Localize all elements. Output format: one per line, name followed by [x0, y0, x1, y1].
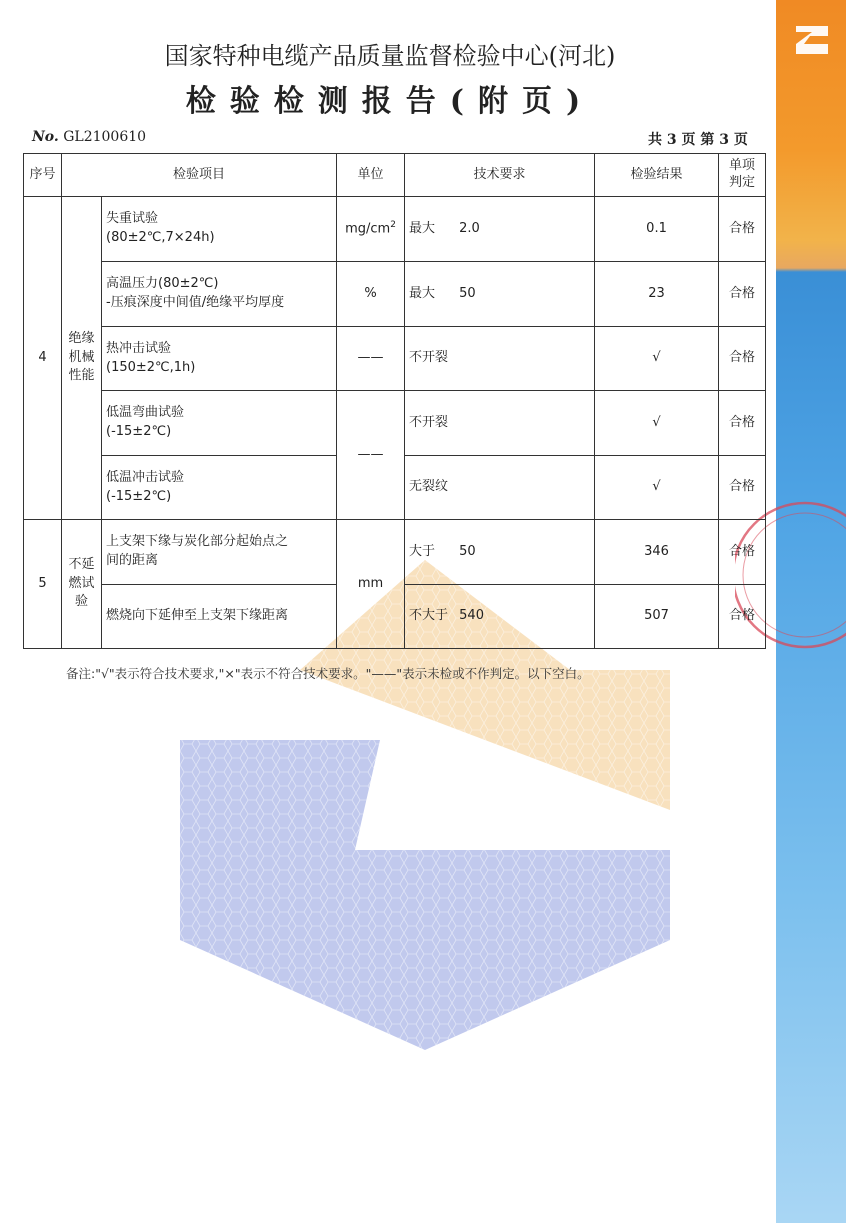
requirement-cell: 不大于 540 — [405, 585, 595, 649]
header-result: 检验结果 — [595, 154, 719, 197]
test-item: 热冲击试验 (150±2℃,1h) — [102, 327, 337, 391]
header-item: 检验项目 — [62, 154, 337, 197]
test-item: 低温冲击试验 (-15±2℃) — [102, 456, 337, 520]
judgment-cell: 合格 — [719, 262, 766, 327]
judgment-cell: 合格 — [719, 391, 766, 456]
inspection-results-table — [23, 153, 766, 649]
requirement-cell: 不开裂 — [405, 327, 595, 391]
result-cell: 23 — [595, 262, 719, 327]
report-number — [32, 129, 146, 145]
report-number-value: GL2100610 — [63, 129, 147, 145]
group-index: 4 — [24, 197, 62, 520]
result-cell: √ — [595, 456, 719, 520]
requirement-cell: 最大 2.0 — [405, 197, 595, 262]
certification-logo-icon — [790, 18, 834, 62]
table-row — [24, 520, 766, 585]
header-requirement: 技术要求 — [405, 154, 595, 197]
test-item: 低温弯曲试验 (-15±2℃) — [102, 391, 337, 456]
report-number-label: No. — [32, 129, 59, 145]
header-judgment: 单项判定 — [719, 154, 766, 197]
result-cell: 507 — [595, 585, 719, 649]
judgment-cell: 合格 — [719, 520, 766, 585]
requirement-cell: 无裂纹 — [405, 456, 595, 520]
judgment-cell: 合格 — [719, 327, 766, 391]
group-category: 不延燃试验 — [62, 520, 102, 649]
result-cell: √ — [595, 327, 719, 391]
requirement-cell: 不开裂 — [405, 391, 595, 456]
test-item: 失重试验 (80±2℃,7×24h) — [102, 197, 337, 262]
table-row — [24, 262, 766, 327]
table-row — [24, 327, 766, 391]
institution-name: 国家特种电缆产品质量监督检验中心(河北) — [164, 42, 616, 70]
requirement-cell: 最大 50 — [405, 262, 595, 327]
table-row — [24, 391, 766, 456]
report-title: 检验检测报告(附页) — [185, 84, 595, 119]
unit-cell: % — [337, 262, 405, 327]
test-item: 燃烧向下延伸至上支架下缘距离 — [102, 585, 337, 649]
remarks-note: 备注:"√"表示符合技术要求,"×"表示不符合技术要求。"——"表示未检或不作判定。以下空白。 — [66, 666, 590, 681]
judgment-cell: 合格 — [719, 585, 766, 649]
group-category: 绝缘机械性能 — [62, 197, 102, 520]
judgment-cell: 合格 — [719, 197, 766, 262]
result-cell: 0.1 — [595, 197, 719, 262]
test-item: 高温压力(80±2℃) -压痕深度中间值/绝缘平均厚度 — [102, 262, 337, 327]
table-row — [24, 197, 766, 262]
test-item: 上支架下缘与炭化部分起始点之 间的距离 — [102, 520, 337, 585]
unit-cell: —— — [337, 391, 405, 520]
result-cell: √ — [595, 391, 719, 456]
header-unit: 单位 — [337, 154, 405, 197]
unit-cell: $mg/cm^2$ — [337, 197, 405, 262]
group-index: 5 — [24, 520, 62, 649]
unit-cell: mm — [337, 520, 405, 649]
unit-cell: —— — [337, 327, 405, 391]
header-index: 序号 — [24, 154, 62, 197]
judgment-cell: 合格 — [719, 456, 766, 520]
page-info: 共 3 页 第 3 页 — [648, 132, 748, 148]
table-header-row — [24, 154, 766, 197]
result-cell: 346 — [595, 520, 719, 585]
requirement-cell: 大于 50 — [405, 520, 595, 585]
